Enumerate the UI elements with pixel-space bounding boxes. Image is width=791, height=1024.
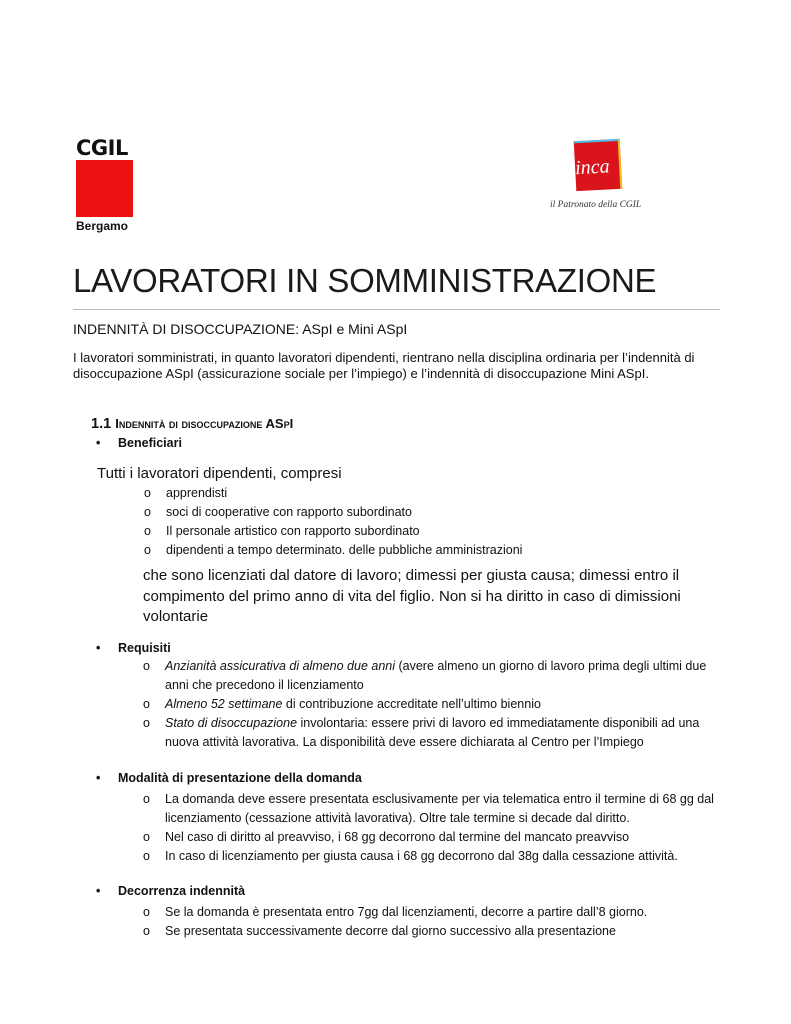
list-item: o In caso di licenziamento per giusta causa i 68 gg decorrono dal 38g dalla cessazione attività. — [143, 849, 678, 863]
section-heading — [91, 416, 293, 432]
cgil-logo — [76, 138, 136, 233]
bullet-decorrenza: • Decorrenza indennità — [96, 884, 246, 898]
list-item: o Il personale artistico con rapporto subordinato — [144, 524, 420, 538]
cgil-logo-city: Bergamo — [76, 219, 129, 233]
page-title: LAVORATORI IN SOMMINISTRAZIONE — [73, 262, 657, 299]
decorrenza-list — [143, 903, 730, 941]
modalita-list — [143, 790, 730, 866]
subtitle: INDENNITÀ DI DISOCCUPAZIONE: ASpI e Mini ASpI — [73, 321, 408, 337]
section-number: 1.1 — [91, 416, 112, 432]
intro-paragraph: I lavoratori somministrati, in quanto lavoratori dipendenti, rientrano nella disciplina ordinaria per l’indennità di disoccupazione ASpI (assicurazione sociale per l’impiego) e l’indennità di disoccupazione Mini ASpI. — [73, 350, 695, 381]
bullet-requisiti: • Requisiti — [96, 641, 171, 655]
list-item: o Nel caso di diritto al preavviso, i 68 gg decorrono dal termine del mancato preavviso — [143, 830, 630, 844]
list-item: o dipendenti a tempo determinato. delle pubbliche amministrazioni — [144, 543, 523, 557]
list-item: o apprendisti — [144, 486, 228, 500]
list-item: o soci di cooperative con rapporto subordinato — [144, 505, 412, 519]
cgil-red-square — [76, 160, 133, 217]
bullet-label: Beneficiari — [118, 436, 182, 450]
beneficiari-list — [144, 484, 706, 560]
list-item: o Stato di disoccupazione involontaria: essere privi di lavoro ed immediatamente disponibili ad una nuova attività lavorativa. La disponibilità deve essere dichiarata al Centro per l’Impiego — [143, 716, 700, 749]
list-item: o La domanda deve essere presentata esclusivamente per via telematica entro il termine di 68 gg dal licenziamento (cessazione attività lavorativa). Oltre tale termine si decade dal diritto. — [143, 792, 714, 825]
inca-logo-subtitle: il Patronato della CGIL — [550, 200, 642, 210]
list-item: o Anzianità assicurativa di almeno due anni (avere almeno un giorno di lavoro prima degli ultimi due anni che precedono il licenziamento — [143, 659, 707, 692]
inca-red-square — [574, 139, 623, 191]
requisiti-list — [143, 657, 730, 752]
bullet-modalita: • Modalità di presentazione della domanda — [96, 771, 362, 785]
title-divider — [73, 309, 720, 310]
list-item: o Se la domanda è presentata entro 7gg dal licenziamenti, decorre a partire dall’8 giorno. — [143, 905, 648, 919]
inca-logo-word: inca — [574, 155, 611, 180]
inca-logo — [550, 140, 660, 210]
section-title: Indennità di disoccupazione ASpI — [115, 416, 294, 431]
bullet-beneficiari: • Beneficiari — [96, 436, 182, 450]
beneficiari-tail: che sono licenziati dal datore di lavoro; dimessi per giusta causa; dimessi entro il compimento del primo anno di vita del figlio. Non si ha diritto in caso di dimissioni volontarie — [143, 567, 681, 625]
cgil-logo-word: CGIL — [76, 136, 128, 160]
list-item: o Almeno 52 settimane di contribuzione accreditate nell’ultimo biennio — [143, 697, 541, 711]
beneficiari-lead: Tutti i lavoratori dipendenti, compresi — [97, 465, 342, 482]
list-item: o Se presentata successivamente decorre dal giorno successivo alla presentazione — [143, 924, 616, 938]
